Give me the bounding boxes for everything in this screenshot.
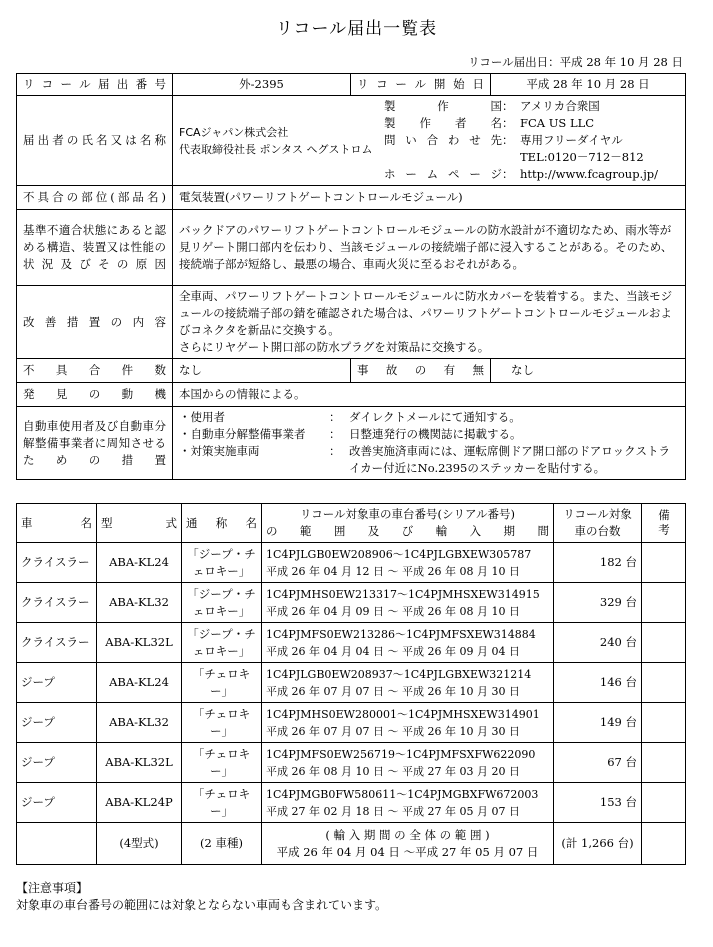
remedy-line: さらにリヤゲート開口部の防水プラグを対策品に交換する。 [179,340,490,354]
row-note [642,543,686,583]
row-type: ABA-KL32L [97,743,182,783]
row-count: 67 台 [554,743,642,783]
part-label: 不具合の部位(部品名) [17,186,173,210]
maker-name: FCA US LLC [520,116,595,130]
col-header-range-line2: の範囲及び輸入期間 [266,524,549,538]
notice-key: ・使用者 [179,410,225,424]
discovery-label: 発見の動機 [17,383,173,407]
total-range-value: 平成 26 年 04 月 04 日 ～平成 27 年 05 月 07 日 [276,844,539,859]
accidents-value: なし [491,359,686,383]
row-note [642,703,686,743]
maker-tel: TEL:0120－712－812 [520,150,644,164]
row-type: ABA-KL32 [97,703,182,743]
filer-company: FCAジャパン株式会社 [179,125,289,139]
notes [16,880,387,914]
maker-info: 製作国 ： アメリカ合衆国 製作者名 ： FCA US LLC 問い合わせ先 ： 専用フリーダイヤル TEL:0120－712－812 ホームページ ： http://www.fcagroup.jp/ [384,98,679,183]
table-row [17,623,686,663]
notice-cell: ・使用者 ： ダイレクトメールにて通知する。 ・自動車分解整備事業者 ： 日整連発行の機関誌に掲載する。 ・対策実施車両 ： 改善実施済車両には、運転席側ドア開口部のドアロックストライカー付近にNo.2395のステッカーを貼付する。 [173,407,686,480]
row-type: ABA-KL24 [97,663,182,703]
notice-value: 日整連発行の機関誌に掲載する。 [349,427,522,441]
row-count: 146 台 [554,663,642,703]
row-note [642,583,686,623]
recall-no-label: リコール届出番号 [17,74,173,96]
row-maker: ジープ [17,663,97,703]
vehicle-table [16,503,686,865]
row-note [642,623,686,663]
row-name: 「ジープ・チェロキー」 [182,543,262,583]
notice-key: ・対策実施車両 [179,444,260,458]
table-row [17,703,686,743]
total-count: (計 1,266 台) [554,823,642,865]
col-header-range [262,504,554,543]
notice-label: 自動車使用者及び自動車分解整備事業者に周知させるための措置 [17,407,173,480]
maker-contact: 専用フリーダイヤル [520,133,623,147]
table-row [17,583,686,623]
table-row [17,663,686,703]
row-vin: 1C4PJLGB0EW208937～1C4PJLGBXEW321214 [266,667,532,681]
row-range [262,703,554,743]
notes-heading: 【注意事項】 [16,881,89,895]
remedy-cell [173,286,686,359]
total-names: (2 車種) [182,823,262,865]
part-value: 電気装置(パワーリフトゲートコントロールモジュール) [173,186,686,210]
row-maker: ジープ [17,703,97,743]
col-header-range-line1: リコール対象車の車台番号(シリアル番号) [299,507,516,521]
row-period: 平成 26 年 04 月 12 日 ～ 平成 26 年 08 月 10 日 [266,564,520,578]
total-range-label: ( 輸 入 期 間 の 全 体 の 範 囲 ) [325,827,490,842]
row-range [262,623,554,663]
maker-key-country: 製作国 [384,99,502,113]
row-name: 「チェロキー」 [182,703,262,743]
row-note [642,783,686,823]
row-type: ABA-KL32 [97,583,182,623]
row-note [642,663,686,703]
row-count: 329 台 [554,583,642,623]
filing-date: リコール届出日：平成 28 年 10 月 28 日 [468,55,683,69]
row-name: 「ジープ・チェロキー」 [182,583,262,623]
maker-key-maker: 製作者名 [384,116,502,130]
row-range [262,783,554,823]
col-header-maker: 車名 [17,504,97,543]
notice-key: ・自動車分解整備事業者 [179,427,306,441]
row-name: 「チェロキー」 [182,783,262,823]
table-row [17,543,686,583]
page-title: リコール届出一覧表 [275,19,438,39]
defects-label: 不具合件数 [17,359,173,383]
row-type: ABA-KL24 [97,543,182,583]
total-row [17,823,686,865]
col-header-note: 備考 [642,504,686,543]
maker-key-contact: 問い合わせ先 [384,133,502,147]
row-period: 平成 26 年 07 月 07 日 ～ 平成 26 年 10 月 30 日 [266,684,520,698]
remedy-line: 全車両、パワーリフトゲートコントロールモジュールに防水カバーを装着する。また、当該モジュールの接続端子部の錆を確認された場合は、パワーリフトゲートコントロールモジュールおよびコネクタを新品に交換する。 [179,289,673,337]
total-range [262,823,554,865]
row-maker: クライスラー [17,583,97,623]
row-range [262,583,554,623]
col-header-count [554,504,642,543]
row-vin: 1C4PJMFS0EW213286～1C4PJMFSXEW314884 [266,627,536,641]
row-name: 「ジープ・チェロキー」 [182,623,262,663]
table-row [17,783,686,823]
row-period: 平成 26 年 04 月 04 日 ～ 平成 26 年 09 月 04 日 [266,644,520,658]
row-maker: クライスラー [17,623,97,663]
row-maker: クライスラー [17,543,97,583]
row-period: 平成 26 年 07 月 07 日 ～ 平成 26 年 10 月 30 日 [266,724,520,738]
col-header-type: 型式 [97,504,182,543]
discovery-value: 本国からの情報による。 [173,383,686,407]
start-label: リコール開始日 [351,74,491,96]
row-period: 平成 26 年 08 月 10 日 ～ 平成 27 年 03 月 20 日 [266,764,520,778]
filer-label: 届出者の氏名又は名称 [17,96,173,186]
recall-no: 外-2395 [173,74,351,96]
row-vin: 1C4PJMGB0FW580611～1C4PJMGBXFW672003 [266,787,539,801]
row-period: 平成 27 年 02 月 18 日 ～ 平成 27 年 05 月 07 日 [266,804,520,818]
table-row [17,743,686,783]
remedy-label: 改善措置の内容 [17,286,173,359]
filer-cell [173,96,686,186]
row-range [262,543,554,583]
notice-value: ダイレクトメールにて通知する。 [349,410,521,424]
col-header-name: 通称名 [182,504,262,543]
row-type: ABA-KL32L [97,623,182,663]
start-date: 平成 28 年 10 月 28 日 [491,74,686,96]
col-header-count-line2: 車の台数 [574,524,621,538]
row-count: 149 台 [554,703,642,743]
total-types: (4型式) [97,823,182,865]
row-vin: 1C4PJMFS0EW256719～1C4PJMFSXFW622090 [266,747,536,761]
row-type: ABA-KL24P [97,783,182,823]
row-count: 153 台 [554,783,642,823]
row-note [642,743,686,783]
row-vin: 1C4PJMHS0EW280001～1C4PJMHSXEW314901 [266,707,540,721]
notes-text: 対象車の車台番号の範囲には対象とならない車両も含まれています。 [16,898,388,912]
row-count: 240 台 [554,623,642,663]
defects-value: なし [173,359,351,383]
maker-country: アメリカ合衆国 [520,99,600,113]
row-range [262,663,554,703]
row-name: 「チェロキー」 [182,743,262,783]
row-name: 「チェロキー」 [182,663,262,703]
filer-representative: 代表取締役社長 ポンタス ヘグストロム [179,142,373,156]
row-period: 平成 26 年 04 月 09 日 ～ 平成 26 年 08 月 10 日 [266,604,520,618]
maker-homepage[interactable]: http://www.fcagroup.jp/ [520,167,659,181]
row-maker: ジープ [17,743,97,783]
cause-label: 基準不適合状態にあると認める構造、装置又は性能の状況及びその原因 [17,210,173,286]
notice-value: 改善実施済車両には、運転席側ドア開口部のドアロックストライカー付近にNo.2395のステッカーを貼付する。 [349,444,670,475]
row-count: 182 台 [554,543,642,583]
maker-key-homepage: ホームページ [384,167,502,181]
col-header-count-line1: リコール対象 [563,507,632,521]
row-vin: 1C4PJMHS0EW213317～1C4PJMHSXEW314915 [266,587,540,601]
row-vin: 1C4PJLGB0EW208906～1C4PJLGBXEW305787 [266,547,532,561]
cause-value: バックドアのパワーリフトゲートコントロールモジュールの防水設計が不適切なため、雨水等が見リゲート開口部内を伝わり、当該モジュールの接続端子部に浸入することがある。そのため、接続端子部が短絡し、最悪の場合、車両火災に至るおそれがある。 [173,210,686,286]
accidents-label: 事故の有無 [351,359,491,383]
row-range [262,743,554,783]
row-maker: ジープ [17,783,97,823]
recall-info-table [16,73,686,480]
